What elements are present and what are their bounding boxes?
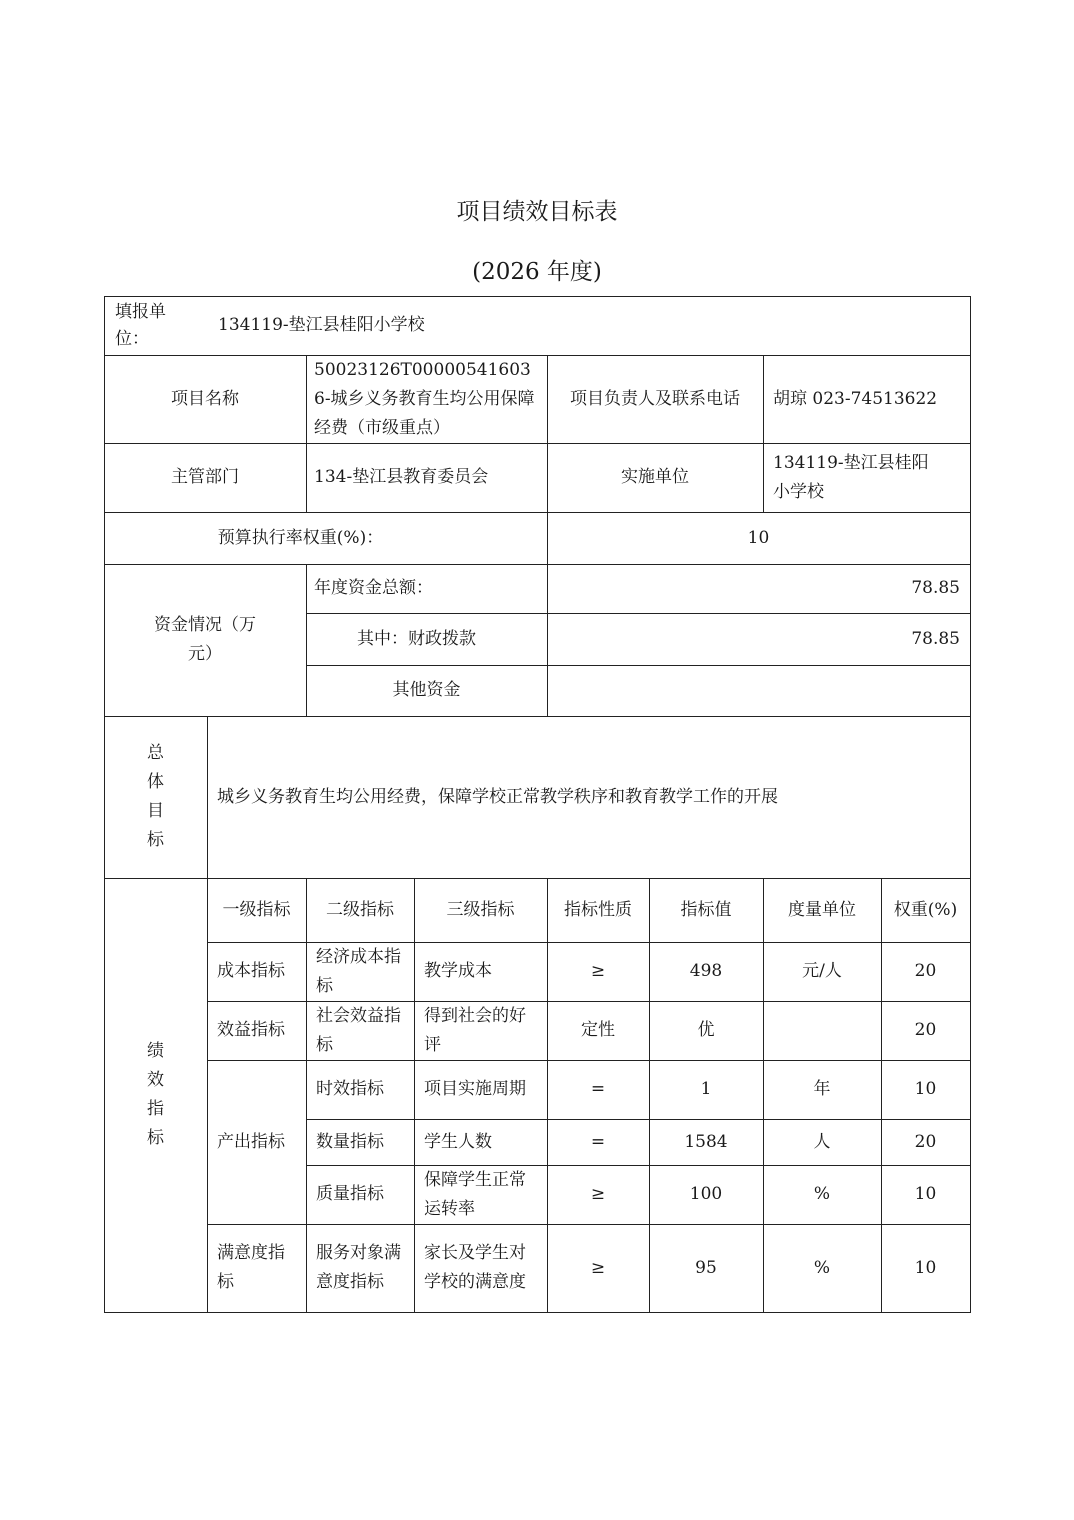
level3-indicator: 得到社会的好评 xyxy=(424,1005,526,1055)
budget-weight-value: 10 xyxy=(747,527,770,548)
column-header: 三级指标 xyxy=(446,899,515,920)
indicator-nature: ≥ xyxy=(590,961,606,981)
column-header: 二级指标 xyxy=(326,899,394,920)
column-header: 指标性质 xyxy=(564,899,632,920)
indicator-value: 95 xyxy=(695,1257,717,1278)
indicator-nature: 定性 xyxy=(581,1020,615,1040)
funds-other-value xyxy=(547,665,970,716)
level3-indicator: 学生人数 xyxy=(424,1131,492,1152)
indicators-section-label: 绩效指标 xyxy=(147,1041,164,1148)
indicator-nature: ≥ xyxy=(590,1184,606,1204)
table-border xyxy=(104,1312,971,1313)
indicator-nature: = xyxy=(590,1079,606,1099)
column-header: 度量单位 xyxy=(788,899,856,920)
column-header: 指标值 xyxy=(680,899,732,920)
table-border xyxy=(970,296,971,1313)
reporting-unit-label: 填报单位： xyxy=(115,301,166,349)
level3-indicator: 家长及学生对学校的满意度 xyxy=(424,1243,526,1292)
level2-indicator: 数量指标 xyxy=(316,1131,384,1152)
indicator-weight: 10 xyxy=(914,1257,937,1278)
project-name-value: 50023126T000005416036-城乡义务教育生均公用保障经费（市级重点） xyxy=(314,359,535,438)
reporting-unit-value: 134119-垫江县桂阳小学校 xyxy=(218,315,425,335)
department-value: 134-垫江县教育委员会 xyxy=(314,467,489,487)
indicator-weight: 20 xyxy=(914,1020,937,1040)
funds-fiscal-value: 78.85 xyxy=(911,628,960,649)
manager-value: 胡琼 023-74513622 xyxy=(773,388,938,409)
level3-indicator: 项目实施周期 xyxy=(424,1079,526,1099)
indicator-value: 优 xyxy=(697,1020,715,1040)
level2-indicator: 经济成本指标 xyxy=(316,946,401,996)
group-label-cost: 成本指标 xyxy=(217,961,285,981)
funds-total-label: 年度资金总额： xyxy=(314,578,433,598)
manager-label: 项目负责人及联系电话 xyxy=(570,388,740,409)
project-name-label: 项目名称 xyxy=(171,388,239,409)
level2-indicator: 服务对象满意度指标 xyxy=(316,1243,401,1292)
group-label-output: 产出指标 xyxy=(217,1131,285,1152)
indicator-weight: 20 xyxy=(914,961,937,981)
document-subtitle: (2026 年度) xyxy=(472,259,602,285)
indicator-nature: ≥ xyxy=(590,1257,606,1278)
level3-indicator: 教学成本 xyxy=(424,961,492,981)
budget-weight-label: 预算执行率权重(%)： xyxy=(217,527,384,548)
indicator-unit: 元/人 xyxy=(802,961,842,981)
column-header: 权重(%) xyxy=(893,899,958,920)
indicator-value: 498 xyxy=(689,961,723,981)
indicator-unit: 人 xyxy=(813,1131,831,1152)
indicator-unit: % xyxy=(813,1257,831,1278)
level2-indicator: 时效指标 xyxy=(316,1079,384,1099)
indicator-value: 1 xyxy=(700,1079,712,1099)
column-header: 一级指标 xyxy=(222,899,291,920)
indicator-unit: 年 xyxy=(813,1079,831,1099)
indicator-weight: 20 xyxy=(914,1131,937,1152)
indicator-value: 1584 xyxy=(684,1131,728,1152)
group-label-benefit: 效益指标 xyxy=(217,1020,285,1040)
group-label-satisfaction: 满意度指标 xyxy=(217,1243,285,1292)
goal-text: 城乡义务教育生均公用经费，保障学校正常教学秩序和教育教学工作的开展 xyxy=(217,786,778,807)
indicator-unit xyxy=(763,1001,881,1060)
department-label: 主管部门 xyxy=(171,467,239,487)
indicator-nature: = xyxy=(590,1131,606,1152)
funds-other-label: 其他资金 xyxy=(392,680,461,700)
funds-fiscal-label: 其中：财政拨款 xyxy=(357,628,476,649)
indicator-unit: % xyxy=(813,1184,831,1204)
indicator-weight: 10 xyxy=(914,1184,937,1204)
level2-indicator: 质量指标 xyxy=(316,1184,384,1204)
level2-indicator: 社会效益指标 xyxy=(316,1005,401,1055)
funds-total-value: 78.85 xyxy=(911,578,960,598)
implementer-value: 134119-垫江县桂阳小学校 xyxy=(773,452,929,502)
document-title: 项目绩效目标表 xyxy=(456,199,618,225)
level3-indicator: 保障学生正常运转率 xyxy=(424,1169,526,1219)
funds-label: 资金情况（万元） xyxy=(154,615,256,664)
implementer-label: 实施单位 xyxy=(621,467,689,487)
indicator-value: 100 xyxy=(689,1184,723,1204)
indicator-weight: 10 xyxy=(914,1079,937,1099)
goal-label: 总体目标 xyxy=(147,743,164,850)
